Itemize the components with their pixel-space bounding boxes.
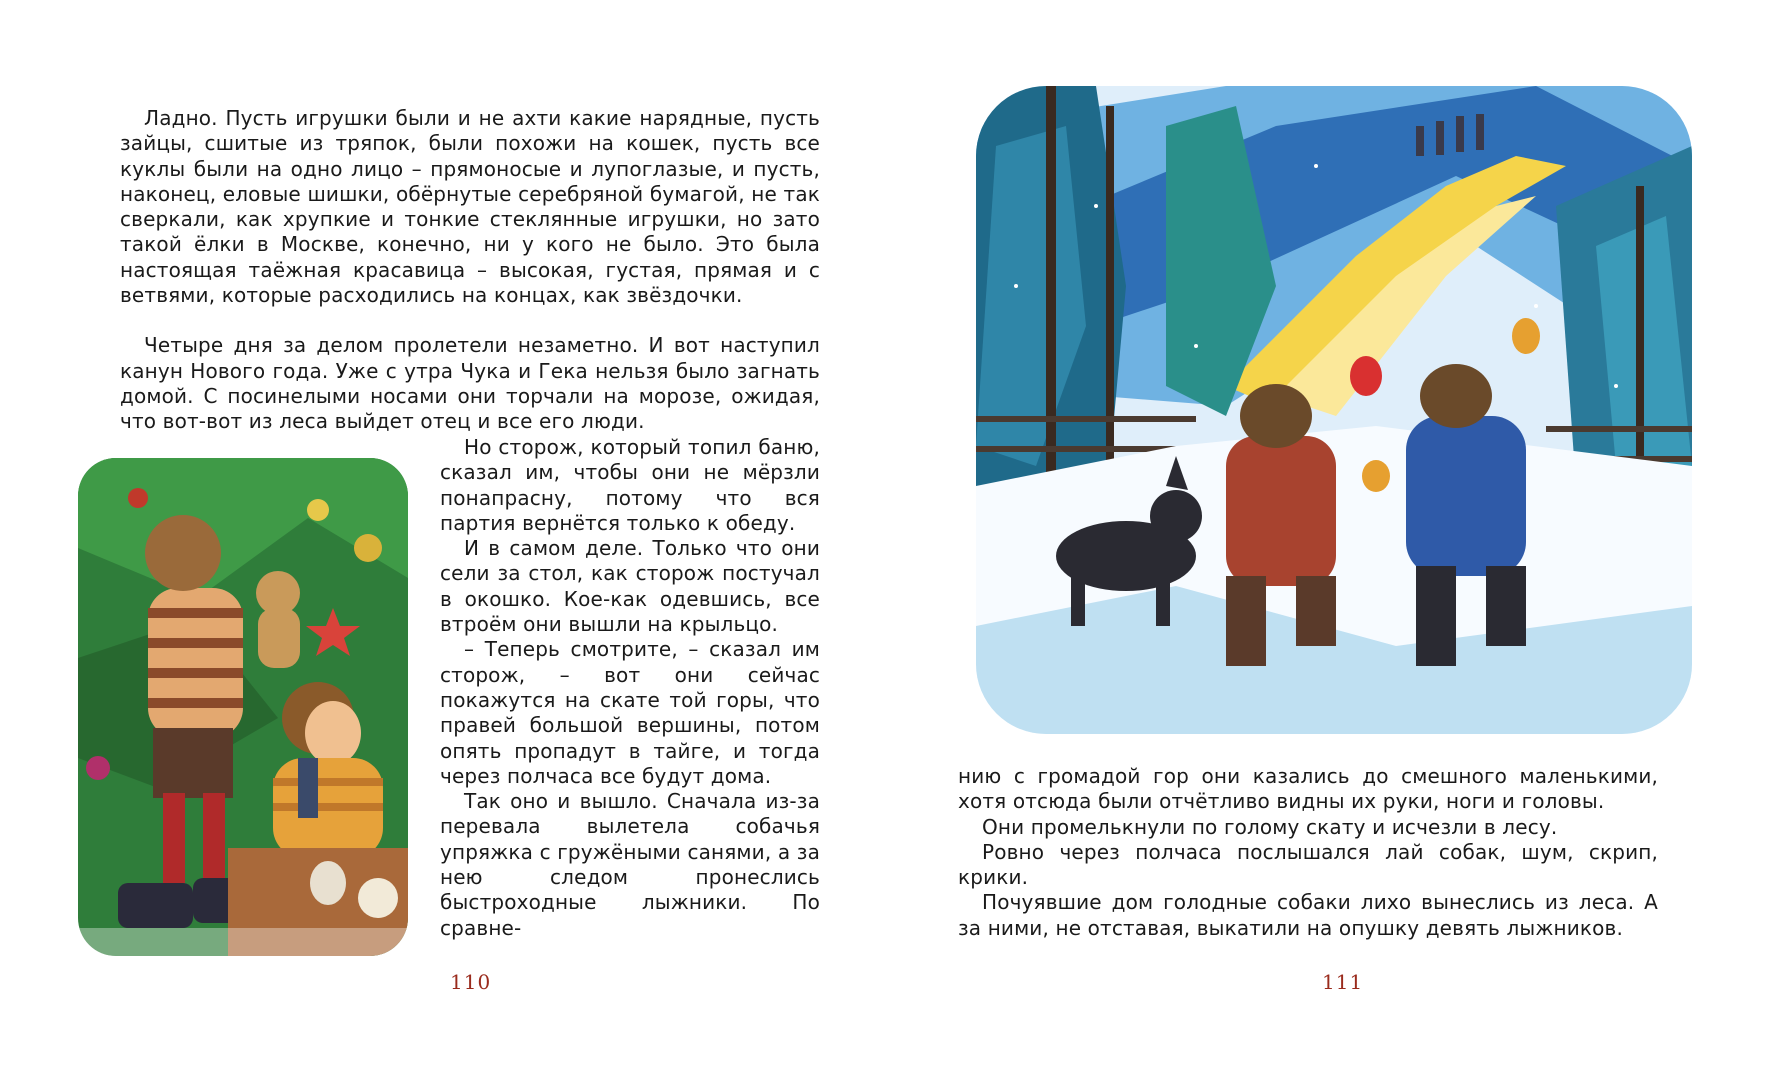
paragraph: И в самом деле. Только что они сели за стол, как сторож постучал в окошко. Кое-как одевшись, все втроём они вышли на крыльцо. (440, 536, 820, 637)
paragraph: нию с громадой гор они казались до смешного маленькими, хотя отсюда были отчётливо видны их руки, ноги и головы. (958, 764, 1658, 814)
right-page (896, 0, 1792, 1080)
winter-landscape-illustration (976, 86, 1692, 734)
paragraph: Ровно через полчаса послышался лай собак, шум, скрип, крики. (958, 839, 1658, 890)
page-number: 111 (1322, 970, 1364, 994)
paragraph: Так оно и вышло. Сначала из-за перевала вылетела собачья упряжка с гружёными санями, а за нею следом пронеслись быстроходные лыжники. По сравне- (440, 789, 820, 940)
christmas-tree-illustration (78, 458, 408, 956)
paragraph: Ладно. Пусть игрушки были и не ахти какие нарядные, пусть зайцы, сшитые из тряпок, были похожи на кошек, пусть все куклы были на одно лицо – прямоносые и лупоглазые, и пусть, наконец, еловые шишки, обёрнутые серебряной бумагой, не так сверкали, как хрупкие и тонкие стеклянные игрушки, но зато такой ёлки в Москве, конечно, ни у кого не было. Это была настоящая таёжная красавица – высокая, густая, прямая и с ветвями, которые расходились на концах, как звёздочки. (120, 106, 820, 308)
paragraph: Четыре дня за делом пролетели незаметно. И вот наступил канун Нового года. Уже с утра Чука и Гека нельзя было загнать домой. С посинелыми носами они торчали на морозе, ожидая, что вот-вот из леса выйдет отец и все его люди. (120, 333, 820, 434)
left-top-text (120, 106, 820, 435)
left-column-text (440, 435, 820, 941)
paragraph: Они промелькнули по голому скату и исчезли в лесу. (982, 814, 1558, 839)
right-text (958, 764, 1658, 941)
paragraph: Почуявшие дом голодные собаки лихо вынеслись из леса. А за ними, не отставая, выкатили на опушку девять лыжников. (958, 890, 1658, 940)
page-number: 110 (450, 970, 492, 994)
paragraph: Но сторож, который топил баню, сказал им, чтобы они не мёрзли понапрасну, потому что вся партия вернётся только к обеду. (440, 435, 820, 535)
paragraph: – Теперь смотрите, – сказал им сторож, – вот они сейчас покажутся на скате той горы, что правей большой вершины, потом опять пропадут в тайге, и тогда через полчаса все будут дома. (440, 637, 820, 788)
